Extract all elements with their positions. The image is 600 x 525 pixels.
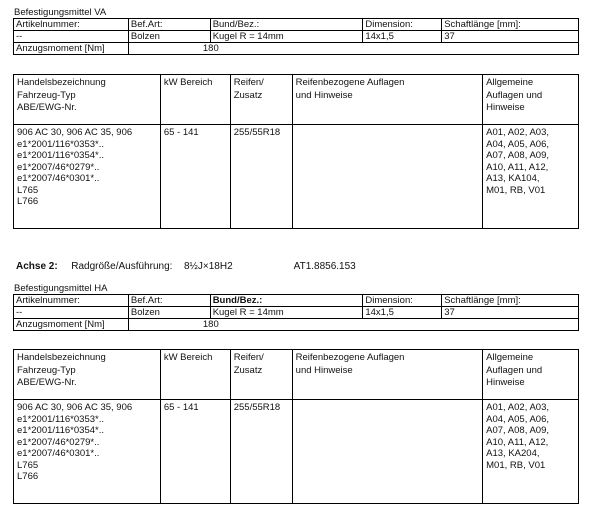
torque-row [14, 319, 579, 331]
cell-designation: 906 AC 30, 906 AC 35, 906 e1*2001/116*0353*.. e1*2001/116*0354*.. e1*2007/46*0279*.. e1*2007/46*0301*.. L765 L766 [14, 400, 161, 504]
cell-general-notes: A01, A02, A03, A04, A05, A06, A07, A08, A09, A10, A11, A12, A13, KA104, M01, RB, V01 [483, 125, 579, 229]
approval-header-row [14, 75, 579, 125]
cell-tire-notes [292, 125, 482, 229]
header-dimension: Dimension: [363, 295, 442, 307]
value-collar: Kugel R = 14mm [210, 31, 363, 43]
axle-size-value: 8½J×18H2 [183, 261, 233, 272]
header-collar: Bund/Bez.: [210, 295, 363, 307]
header-kw-range: kW Bereich [160, 75, 230, 125]
header-fastening-type: Bef.Art: [128, 19, 210, 31]
cell-general-notes: A01, A02, A03, A04, A05, A06, A07, A08, A09, A10, A11, A12, A13, KA204, M01, RB, V01 [483, 400, 579, 504]
header-collar: Bund/Bez.: [210, 19, 363, 31]
fastening-header-row [14, 19, 579, 31]
header-article-number: Artikelnummer: [14, 19, 129, 31]
approval-table-va [13, 74, 579, 229]
value-shaft-length: 37 [442, 307, 579, 319]
cell-tire-notes [292, 400, 482, 504]
approval-data-row [14, 400, 579, 504]
fastening-table-ha [13, 294, 579, 331]
torque-label: Anzugsmoment [Nm] [14, 43, 129, 55]
torque-label: Anzugsmoment [Nm] [14, 319, 129, 331]
approval-table-ha [13, 349, 579, 504]
approval-header-row [14, 350, 579, 400]
header-designation: Handelsbezeichnung Fahrzeug-Typ ABE/EWG-Nr. [14, 75, 161, 125]
axle-size-label: Radgröße/Ausführung: [71, 261, 173, 272]
axle-label: Achse 2: [16, 261, 58, 272]
header-article-number: Artikelnummer: [14, 295, 129, 307]
value-article-number: -- [14, 31, 129, 43]
header-fastening-type: Bef.Art: [128, 295, 210, 307]
cell-tire: 255/55R18 [230, 125, 292, 229]
header-kw-range: kW Bereich [160, 350, 230, 400]
header-tire-notes: Reifenbezogene Auflagen und Hinweise [292, 75, 482, 125]
fastening-table-va [13, 18, 579, 55]
torque-value: 180 [128, 319, 578, 331]
axle-line [16, 261, 356, 272]
value-collar: Kugel R = 14mm [210, 307, 363, 319]
fastening-title-ha: Befestigungsmittel HA [14, 283, 108, 294]
value-dimension: 14x1,5 [363, 31, 442, 43]
axle-code: AT1.8856.153 [293, 261, 356, 272]
value-dimension: 14x1,5 [363, 307, 442, 319]
torque-row [14, 43, 579, 55]
header-tire: Reifen/ Zusatz [230, 350, 292, 400]
value-shaft-length: 37 [442, 31, 579, 43]
value-fastening-type: Bolzen [128, 307, 210, 319]
fastening-value-row [14, 31, 579, 43]
cell-kw-range: 65 - 141 [160, 400, 230, 504]
cell-tire: 255/55R18 [230, 400, 292, 504]
fastening-title-va: Befestigungsmittel VA [14, 7, 107, 18]
fastening-header-row [14, 295, 579, 307]
value-fastening-type: Bolzen [128, 31, 210, 43]
header-general-notes: Allgemeine Auflagen und Hinweise [483, 350, 579, 400]
fastening-value-row [14, 307, 579, 319]
cell-kw-range: 65 - 141 [160, 125, 230, 229]
header-tire-notes: Reifenbezogene Auflagen und Hinweise [292, 350, 482, 400]
header-tire: Reifen/ Zusatz [230, 75, 292, 125]
header-dimension: Dimension: [363, 19, 442, 31]
header-general-notes: Allgemeine Auflagen und Hinweise [483, 75, 579, 125]
cell-designation: 906 AC 30, 906 AC 35, 906 e1*2001/116*0353*.. e1*2001/116*0354*.. e1*2007/46*0279*.. e1*2007/46*0301*.. L765 L766 [14, 125, 161, 229]
header-shaft-length: Schaftlänge [mm]: [442, 295, 579, 307]
approval-data-row [14, 125, 579, 229]
torque-value: 180 [128, 43, 578, 55]
header-designation: Handelsbezeichnung Fahrzeug-Typ ABE/EWG-Nr. [14, 350, 161, 400]
value-article-number: -- [14, 307, 129, 319]
header-shaft-length: Schaftlänge [mm]: [442, 19, 579, 31]
